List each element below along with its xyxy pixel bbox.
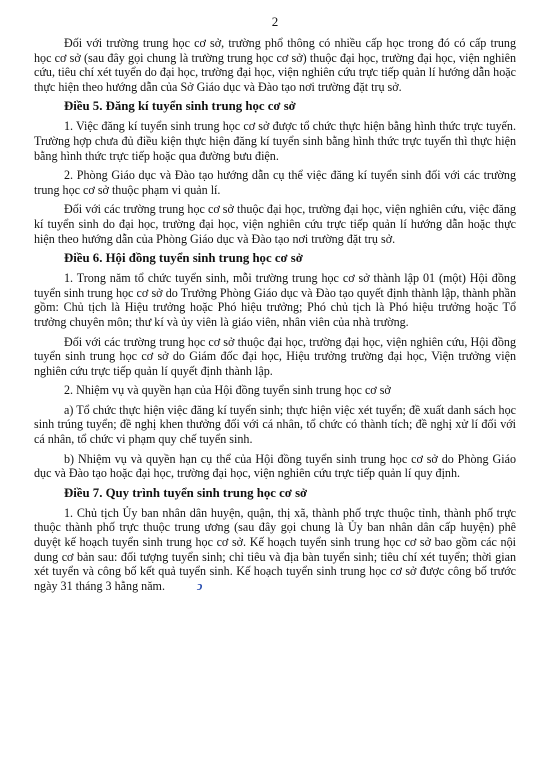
intro-paragraph: Đối với trường trung học cơ sở, trường phổ thông có nhiều cấp học trong đó có cấp trung học cơ sở (sau đây gọi chung là trường trung học cơ sở) thuộc đại học, trường đại học, viện nghiên cứu, tiêu chí xét tuyển do đại học, trường đại học, viện nghiên cứu trực tiếp quản lí hướng dẫn hoặc thực hiện theo hướng dẫn của Sở Giáo dục và Đào tạo nơi trường đặt trụ sở. xyxy=(34,36,516,94)
article-6-heading: Điều 6. Hội đồng tuyển sinh trung học cơ sở xyxy=(64,251,303,266)
article-6-clause-1-extra: Đối với các trường trung học cơ sở thuộc đại học, trường đại học, viện nghiên cứu, Hội đồng tuyển sinh trung học cơ sở do Giám đốc đại học, Hiệu trưởng trường đại học, Viện trưởng viện nghiên cứu trực tiếp quản lí quyết định thành lập. xyxy=(34,334,516,378)
article-6-clause-2b: b) Nhiệm vụ và quyền hạn cụ thể của Hội đồng tuyển sinh trung học cơ sở do Phòng Giáo dục và Đào tạo hoặc đại học, trường đại học, viện nghiên cứu trực tiếp quản lí quy định. xyxy=(34,451,516,481)
article-5-heading: Điều 5. Đăng kí tuyển sinh trung học cơ sở xyxy=(64,99,296,114)
article-5-clause-1: 1. Việc đăng kí tuyển sinh trung học cơ sở được tổ chức thực hiện bằng hình thức trực tuyến. Trường hợp chưa đủ điều kiện thực hiện đăng kí tuyển sinh bằng hình thức trực tuyến thì thực hiện bằng hình thức trực tiếp hoặc qua đường bưu điện. xyxy=(34,119,516,163)
page-number: 2 xyxy=(271,14,279,29)
article-6-clause-2: 2. Nhiệm vụ và quyền hạn của Hội đồng tuyển sinh trung học cơ sở xyxy=(64,383,391,398)
article-7-clause-1 xyxy=(34,506,516,594)
article-5-clause-2-extra: Đối với các trường trung học cơ sở thuộc đại học, trường đại học, viện nghiên cứu, việc đăng kí tuyển sinh do đại học, trường đại học, viện nghiên cứu trực tiếp quản lí hướng dẫn hoặc thực hiện theo hướng dẫn của Phòng Giáo dục và Đào tạo nơi trường đặt trụ sở. xyxy=(34,202,516,246)
article-5-clause-2: 2. Phòng Giáo dục và Đào tạo hướng dẫn cụ thể việc đăng kí tuyển sinh đối với các trường trung học cơ sở thuộc phạm vi quản lí. xyxy=(34,168,516,197)
article-7-clause-1-text: 1. Chủ tịch Ủy ban nhân dân huyện, quận, thị xã, thành phố trực thuộc tỉnh, thành phố trực thuộc thành phố trực thuộc trung ương (sau đây gọi chung là Ủy ban nhân dân cấp huyện) phê duyệt kế hoạch tuyển sinh trung học cơ sở. Kế hoạch tuyển sinh trung học cơ sở bao gồm các nội dung cơ bản sau: đối tượng tuyển sinh; chỉ tiêu và địa bàn tuyển sinh; tiêu chí xét tuyển; thời gian xét tuyển và công bố kết quả tuyển sinh. Kế hoạch tuyển sinh trung học cơ sở được công bố trước ngày 31 tháng 3 hằng năm. xyxy=(34,505,516,593)
article-6-clause-2a: a) Tổ chức thực hiện việc đăng kí tuyển sinh; thực hiện việc xét tuyển; đề xuất danh sách học sinh trúng tuyển; đề nghị khen thưởng đối với cá nhân, tổ chức có thành tích; đề nghị xử lí đối với cá nhân, tổ chức vi phạm quy chế tuyển sinh. xyxy=(34,402,516,447)
article-7-heading: Điều 7. Quy trình tuyển sinh trung học cơ sở xyxy=(64,485,308,500)
initial-mark: ↄ xyxy=(197,578,203,593)
article-6-clause-1: 1. Trong năm tổ chức tuyển sinh, mỗi trường trung học cơ sở thành lập 01 (một) Hội đồng tuyển sinh trung học cơ sở do Trưởng Phòng Giáo dục và Đào tạo quyết định thành lập, thành phần gồm: Chủ tịch là Hiệu trưởng hoặc Phó hiệu trưởng; Phó chủ tịch là Phó hiệu trưởng hoặc Tổ trưởng chuyên môn; thư kí và ủy viên là giáo viên, nhân viên của nhà trường. xyxy=(34,271,516,329)
